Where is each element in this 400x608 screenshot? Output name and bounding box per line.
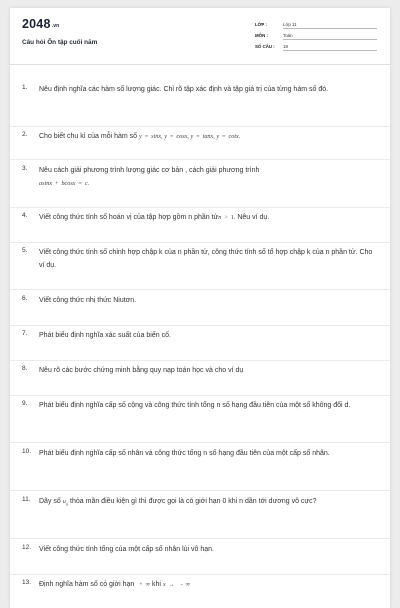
equals-sign: = [222, 134, 226, 140]
infinity-symbol: ∞ [185, 581, 191, 588]
site-logo[interactable] [22, 17, 59, 31]
math-expr: bcosx [61, 179, 76, 187]
worksheet-title: Câu hỏi Ôn tập cuối năm [22, 39, 98, 46]
question-text-part: Nêu cách giải phương trình lượng giác cơ bản , cách giải phương trình [39, 167, 260, 174]
math-expr: tanx, y [202, 133, 220, 140]
question-text [39, 165, 374, 190]
question-item [10, 365, 390, 396]
question-text [39, 579, 374, 592]
equals-sign: = [169, 134, 174, 140]
question-number: 12. [22, 544, 32, 551]
math-expr: y [139, 133, 142, 140]
question-item [10, 448, 390, 491]
equals-sign: = [144, 134, 149, 140]
question-number: 5. [22, 247, 28, 254]
equals-sign: = [196, 134, 200, 140]
question-text [39, 131, 374, 144]
worksheet-page [10, 8, 390, 608]
math-subscript: n [65, 501, 69, 507]
subject-value: Toán [283, 33, 377, 40]
question-text-part: thỏa mãn điều kiện gì thì được gọi là có giới hạn 0 khi n dần tới dương vô cực? [70, 498, 317, 505]
meta-class-row [255, 22, 379, 33]
meta-count-row [255, 44, 379, 55]
question-number: 1. [22, 84, 28, 91]
logo-text: 2048 [22, 17, 51, 31]
question-text: Viết công thức tính tổng của một cấp số nhân lùi vô hạn. [39, 546, 215, 553]
count-value: 18 [283, 44, 377, 51]
question-text: Nêu định nghĩa các hàm số lượng giác. Chỉ rõ tập xác định và tập giá trị của từng hàm số đó. [39, 86, 329, 93]
count-label: SỐ CÂU : [255, 44, 275, 49]
plus-sign: + [139, 582, 143, 588]
question-number: 3. [22, 165, 28, 172]
question-text: Viết công thức tính số chỉnh hợp chập k của n phần tử, công thức tính số tổ hợp chập k của n phần tử. Cho ví dụ. [39, 249, 373, 269]
question-item [10, 330, 390, 361]
question-number: 6. [22, 295, 28, 302]
math-expr: sinx, y [151, 133, 167, 140]
math-expr: 1. [230, 214, 236, 221]
question-text: Phát biểu định nghĩa xác suất của biến cố. [39, 332, 171, 339]
question-item [10, 84, 390, 127]
question-item [10, 247, 390, 290]
question-text [39, 212, 374, 225]
question-text: Phát biểu định nghĩa cấp số cộng và công thức tính tổng n số hạng đầu tiên của một số không đổi d. [39, 402, 351, 409]
question-text-part: Dãy số [39, 498, 61, 505]
question-text: Viết công thức nhị thức Niutơn. [39, 297, 137, 304]
math-expr: cosx, y [176, 133, 194, 140]
class-label: LỚP : [255, 22, 267, 27]
question-item [10, 212, 390, 243]
infinity-symbol: ∞ [145, 581, 151, 588]
math-expr: cotx. [228, 133, 241, 140]
question-text [39, 496, 374, 511]
question-number: 9. [22, 400, 28, 407]
meta-subject-row [255, 33, 379, 44]
question-item [10, 544, 390, 575]
math-expr: x [162, 581, 166, 588]
question-text: Phát biểu định nghĩa cấp số nhân và công thức tổng n số hạng đầu tiên của một cấp số nhân. [39, 450, 330, 457]
header-divider [10, 64, 390, 65]
worksheet-header [10, 8, 390, 68]
question-text-part: Định nghĩa hàm số có giới hạn [39, 581, 135, 588]
question-text: Nêu rõ các bước chứng minh bằng quy nạp toán học và cho ví dụ [39, 367, 244, 374]
question-item [10, 400, 390, 443]
question-text-part: Nêu ví dụ. [237, 214, 270, 221]
question-number: 7. [22, 330, 28, 337]
question-text-part: Viết công thức tính số hoán vị của tập hợp gồm n phần tử [39, 214, 219, 221]
question-number: 11. [22, 496, 31, 503]
worksheet-meta [255, 22, 379, 55]
question-item [10, 295, 390, 326]
equals-sign: = [78, 180, 82, 187]
question-number: 2. [22, 131, 28, 138]
logo-suffix: .vn [51, 23, 60, 29]
math-expr: u [62, 498, 66, 505]
question-item [10, 579, 390, 608]
question-number: 8. [22, 365, 28, 372]
question-number: 13. [22, 579, 32, 586]
math-expr: asinx [39, 179, 53, 187]
plus-sign: + [55, 180, 59, 187]
question-item [10, 496, 390, 539]
question-number: 4. [22, 212, 28, 219]
question-number: 10. [22, 448, 32, 455]
math-expr: n [218, 214, 222, 221]
arrow-symbol: → [168, 582, 175, 588]
math-expr: c. [84, 179, 90, 187]
subject-label: MÔN : [255, 33, 268, 38]
minus-sign: - [180, 582, 183, 588]
greater-sign: > [224, 215, 228, 221]
question-text-part: khi [151, 581, 161, 588]
question-item [10, 131, 390, 160]
question-item [10, 165, 390, 208]
question-text-part: Cho biết chu kì của mỗi hàm số [39, 133, 138, 140]
class-value: Lớp 11 [283, 22, 377, 29]
